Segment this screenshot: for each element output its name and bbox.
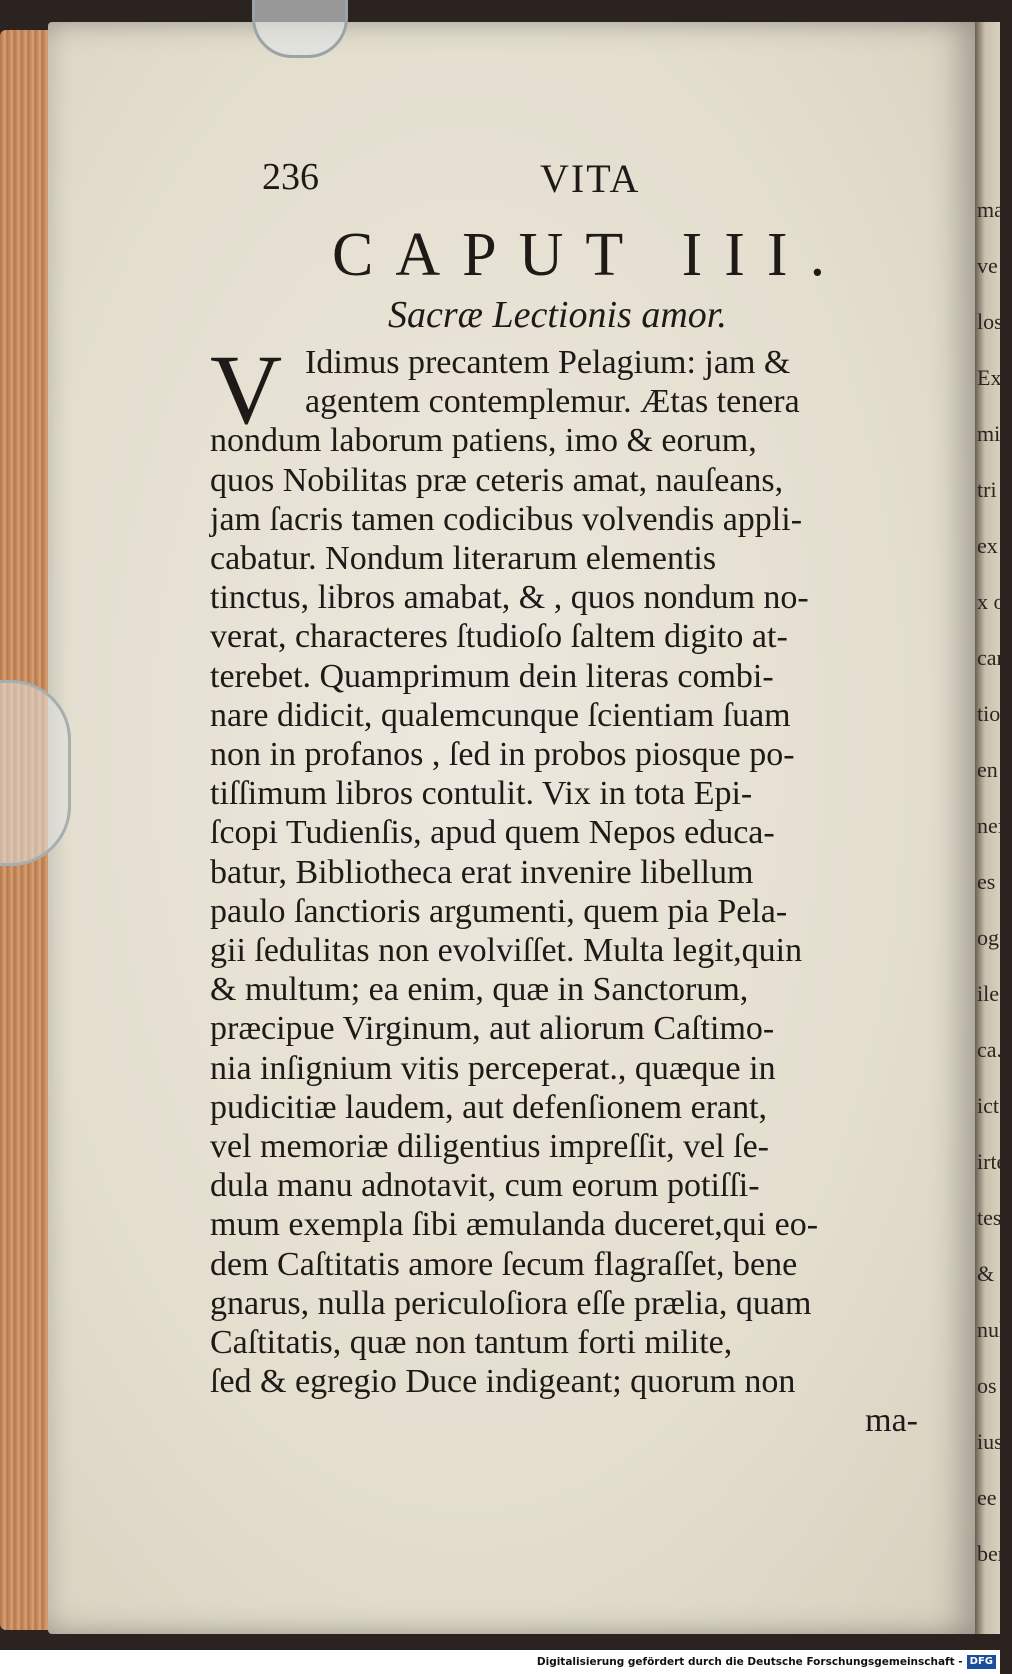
text-line: ſed & egregio Duce indigeant; quorum non (210, 1363, 796, 1401)
text-line: cabatur. Nondum literarum elementis (210, 540, 717, 578)
facing-page-fragment: nef (977, 813, 1006, 838)
facing-page-fragment: x o (977, 589, 1005, 614)
text-line: dem Caſtitatis amore ſecum flagraſſet, bene (210, 1245, 798, 1283)
digitization-footer (0, 1650, 1000, 1674)
text-line: pudicitiæ laudem, aut defenſionem erant, (210, 1088, 768, 1126)
facing-page-strip (975, 22, 1012, 1634)
facing-page-fragment: ber (977, 1541, 1006, 1566)
text-line: dula manu adnotavit, cum eorum potiſſi- (210, 1167, 760, 1205)
facing-page-fragment: tri (977, 477, 997, 502)
text-line: terebet. Quamprimum dein literas combi- (210, 657, 774, 695)
text-line: & multum; ea enim, quæ in Sanctorum, (210, 971, 749, 1009)
page-header (210, 155, 970, 210)
text-line: agentem contemplemur. Ætas tenera (305, 383, 800, 421)
facing-page-fragment: en (977, 757, 998, 782)
facing-page-fragment: los (977, 309, 1003, 334)
facing-page-fragment: es (977, 869, 996, 894)
facing-page-fragment: mi (977, 421, 1001, 446)
text-line: tinctus, libros amabat, & , quos nondum no- (210, 579, 809, 617)
facing-page-fragment: Ex (977, 365, 1002, 390)
facing-page-fragment: ca. (977, 1037, 1003, 1062)
text-line: gii ſedulitas non evolviſſet. Multa legit,quin (210, 932, 803, 970)
chapter-title: CAPUT III. (332, 221, 848, 289)
text-line: paulo ſanctioris argumenti, quem pia Pela- (210, 892, 788, 930)
facing-page-fragment: ve (977, 253, 998, 278)
facing-page-fragment: irte (977, 1149, 1007, 1174)
text-line: nia inſignium vitis perceperat., quæque in (210, 1049, 776, 1087)
text-line: jam ſacris tamen codicibus volvendis appli- (210, 500, 803, 538)
text-line: quos Nobilitas præ ceteris amat, nauſeans, (210, 461, 784, 499)
text-line: Idimus precantem Pelagium: jam & (305, 344, 791, 381)
text-line: verat, characteres ſtudioſo ſaltem digito at- (210, 618, 788, 656)
facing-page-fragment: & F (977, 1261, 1012, 1286)
text-line: præcipue Virginum, aut aliorum Caſtimo- (210, 1010, 775, 1048)
funding-credit: Digitalisierung gefördert durch die Deutsche Forschungsgemeinschaft - (536, 1656, 963, 1668)
text-line: batur, Bibliotheca erat invenire libellum (210, 853, 754, 891)
page-number: 236 (262, 156, 319, 198)
text-line: non in profanos , ſed in probos piosque po- (210, 736, 795, 774)
text-line: tiſſimum libros contulit. Vix in tota Epi- (210, 775, 753, 813)
drop-cap: V (210, 334, 283, 445)
text-line: mum exempla ſibi æmulanda duceret,qui eo- (210, 1206, 819, 1244)
facing-page-fragment: ict (977, 1093, 999, 1118)
catchword: ma- (865, 1402, 918, 1440)
text-line: gnarus, nulla periculoſiora eſſe prælia, quam (210, 1284, 812, 1322)
facing-page-fragment: tes. (977, 1205, 1007, 1230)
text-line: vel memoriæ diligentius impreſſit, vel ſe- (210, 1128, 770, 1166)
running-head: VITA (540, 156, 641, 201)
text-line: nare didicit, qualemcunque ſcientiam ſuam (210, 696, 791, 734)
text-line: nondum laborum patiens, imo & eorum, (210, 422, 757, 460)
text-line: Caſtitatis, quæ non tantum forti milite, (210, 1324, 733, 1362)
facing-page-fragment: ee (977, 1485, 997, 1510)
facing-page-fragment: ius (977, 1429, 1003, 1454)
text-line: ſcopi Tudienſis, apud quem Nepos educa- (210, 814, 775, 852)
facing-page-fragment: ile (977, 981, 999, 1006)
page-clip-left (0, 680, 71, 866)
facing-page-fragment: ex (977, 533, 998, 558)
page-text-column (210, 155, 970, 1440)
body-text (210, 334, 970, 1401)
facing-page-fragment: tio (977, 701, 1001, 726)
facing-page-fragment: os (977, 1373, 997, 1398)
chapter-subtitle: Sacræ Lectionis amor. (388, 294, 727, 336)
facing-page-fragment: nul (977, 1317, 1006, 1342)
facing-page-fragment: ma (977, 197, 1004, 222)
facing-page-fragment: og (977, 925, 999, 950)
dfg-logo: DFG (967, 1655, 996, 1669)
facing-page-fragment: car (977, 645, 1004, 670)
